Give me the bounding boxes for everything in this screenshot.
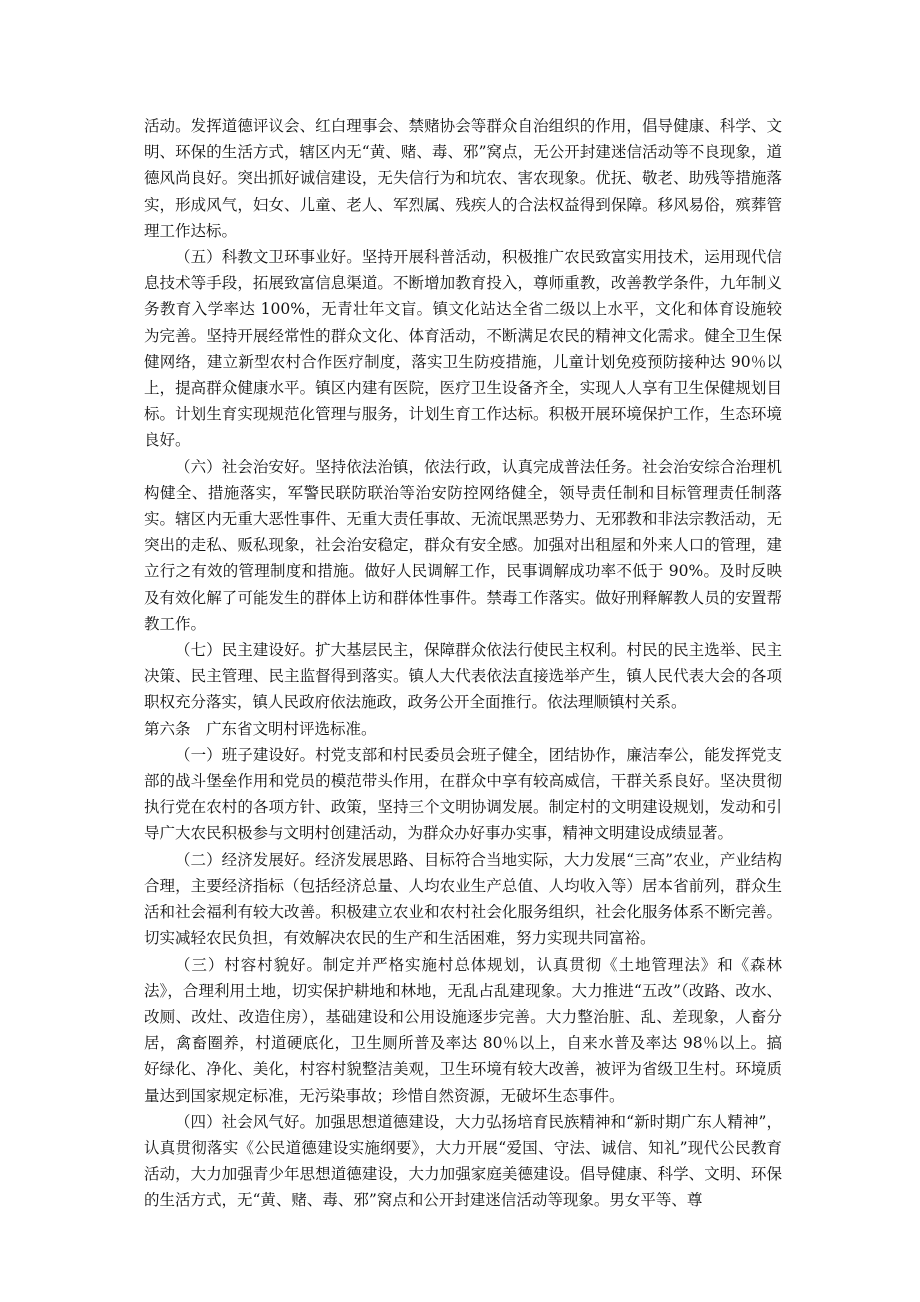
paragraph-item-3-village-appearance: （三）村容村貌好。制定并严格实施村总体规划，认真贯彻《土地管理法》和《森林法》，合理利用土地，切实保护耕地和林地，无乱占乱建现象。大力推进“五改”（改路、改水、改厕、改灶、改造住房），基础建设和公用设施逐步完善。大力整治脏、乱、差现象，人畜分居，禽畜圈养，村道硬底化，卫生厕所普及率达 80％以上，自来水普及率达 98％以上。搞好绿化、净化、美化，村容村貌整洁美观，卫生环境有较大改善，被评为省级卫生村。环境质量达到国家规定标准，无污染事故；珍惜自然资源，无破坏生态事件。 <box>144 955 782 1105</box>
document-page <box>144 113 782 1214</box>
paragraph-continuation: 活动。发挥道德评议会、红白理事会、禁赌协会等群众自治组织的作用，倡导健康、科学、文明、环保的生活方式，辖区内无“黄、赌、毒、邪”窝点，无公开封建迷信活动等不良现象，道德风尚良好。突出抓好诚信建设，无失信行为和坑农、害农现象。优抚、敬老、助残等措施落实，形成风气，妇女、儿童、老人、军烈属、残疾人的合法权益得到保障。移风易俗，殡葬管理工作达标。 <box>144 117 782 240</box>
article-6-heading: 第六条 广东省文明村评选标准。 <box>144 719 377 738</box>
paragraph-item-6-public-security: （六）社会治安好。坚持依法治镇，依法行政，认真完成普法任务。社会治安综合治理机构健全、措施落实，军警民联防联治等治安防控网络健全，领导责任制和目标管理责任制落实。辖区内无重大恶性事件、无重大责任事故、无流氓黑恶势力、无邪教和非法宗教活动，无突出的走私、贩私现象，社会治安稳定，群众有安全感。加强对出租屋和外来人口的管理，建立行之有效的管理制度和措施。做好人民调解工作，民事调解成功率不低于 90%。及时反映及有效化解了可能发生的群体上访和群体性事件。禁毒工作落实。做好刑释解教人员的安置帮教工作。 <box>144 457 782 633</box>
paragraph-item-4-social-conduct: （四）社会风气好。加强思想道德建设，大力弘扬培育民族精神和“新时期广东人精神”，认真贯彻落实《公民道德建设实施纲要》，大力开展“爱国、守法、诚信、知礼”现代公民教育活动，大力加强青少年思想道德建设，大力加强家庭美德建设。倡导健康、科学、文明、环保的生活方式，无“黄、赌、毒、邪”窝点和公开封建迷信活动等现象。男女平等、尊 <box>144 1112 782 1210</box>
paragraph-item-7-democracy: （七）民主建设好。扩大基层民主，保障群众依法行使民主权利。村民的民主选举、民主决策、民主管理、民主监督得到落实。镇人大代表依法直接选举产生，镇人民代表大会的各项职权充分落实，镇人民政府依法施政，政务公开全面推行。依法理顺镇村关系。 <box>144 641 782 712</box>
paragraph-item-1-leadership: （一）班子建设好。村党支部和村民委员会班子健全，团结协作，廉洁奉公，能发挥党支部的战斗堡垒作用和党员的模范带头作用，在群众中享有较高威信，干群关系良好。坚决贯彻执行党在农村的各项方针、政策，坚持三个文明协调发展。制定村的文明建设规划，发动和引导广大农民积极参与文明村创建活动，为群众办好事办实事，精神文明建设成绩显著。 <box>144 745 782 843</box>
paragraph-item-5-science-education: （五）科教文卫环事业好。坚持开展科普活动，积极推广农民致富实用技术，运用现代信息技术等手段，拓展致富信息渠道。不断增加教育投入，尊师重教，改善教学条件，九年制义务教育入学率达 100%，无青壮年文盲。镇文化站达全省二级以上水平，文化和体育设施较为完善。坚持开展经常性的群众文化、体育活动，不断满足农民的精神文化需求。健全卫生保健网络，建立新型农村合作医疗制度，落实卫生防疫措施，儿童计划免疫预防接种达 90％以上，提高群众健康水平。镇区内建有医院，医疗卫生设备齐全，实现人人享有卫生保健规划目标。计划生育实现规范化管理与服务，计划生育工作达标。积极开展环境保护工作，生态环境良好。 <box>144 248 782 450</box>
paragraph-item-2-economy: （二）经济发展好。经济发展思路、目标符合当地实际，大力发展“三高”农业，产业结构合理，主要经济指标（包括经济总量、人均农业生产总值、人均收入等）居本省前列，群众生活和社会福利有较大改善。积极建立农业和农村社会化服务组织，社会化服务体系不断完善。切实减轻农民负担，有效解决农民的生产和生活困难，努力实现共同富裕。 <box>144 850 782 948</box>
